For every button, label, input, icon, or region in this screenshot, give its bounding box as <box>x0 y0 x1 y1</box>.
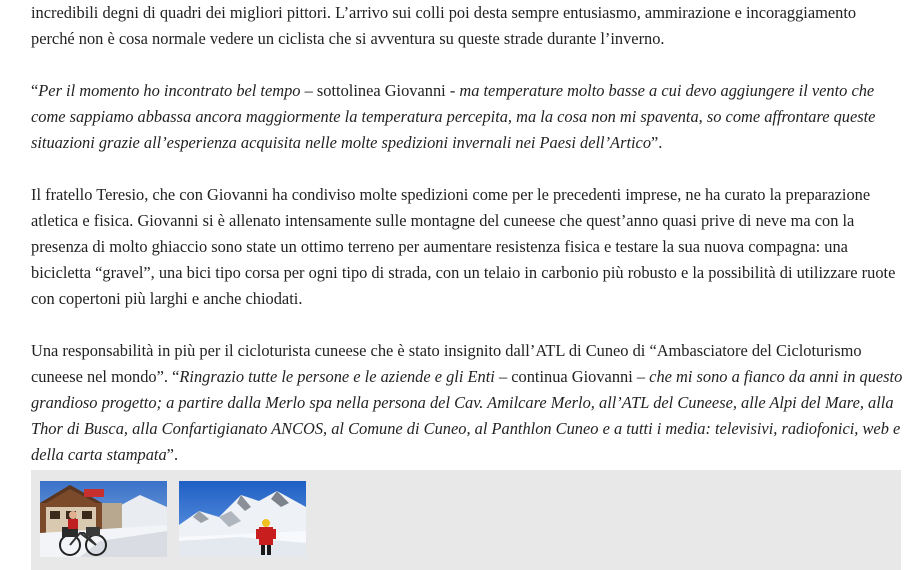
quote-close: ”. <box>651 133 663 152</box>
quote-attribution: – sottolinea Giovanni - <box>300 81 460 100</box>
quote-close-2: ”. <box>166 445 179 464</box>
photo-cyclist-mountains-image <box>179 481 306 557</box>
quote-sponsors: che mi sono a fianco da anni in questo grandioso progetto; a partire dalla Merlo spa nella persona del Cav. Amilcare Merlo, all’ATL del Cuneese, alle Alpi del Mare, alla Thor di Busca, alla Confartigianato ANCOS, al Comune di Cuneo, al Panthlon Cuneo e a tutti i media: televisivi, radiofonici, web e della carta stampata <box>31 367 903 464</box>
ambassador-text: Una responsabilità in più per il cicloturista cuneese che è stato insignito dall’ATL di Cuneo di “Ambasciatore del Cicloturismo cuneese nel mondo”. “ <box>31 341 862 386</box>
paragraph-scenery: incredibili degni di quadri dei migliori pittori. L’arrivo sui colli poi desta sempre entusiasmo, ammirazione e incoraggiamento perché non è cosa normale vedere un ciclista che si avventura su queste strade durante l’inverno. <box>31 3 857 48</box>
quote-thanks: Ringrazio tutte le persone e le aziende e gli Enti <box>179 367 495 386</box>
photo-cyclist-hut-image <box>40 481 167 557</box>
quote-open: “ <box>31 81 39 100</box>
paragraph-training: Il fratello Teresio, che con Giovanni ha condiviso molte spedizioni come per le precedenti imprese, ne ha curato la preparazione atletica e fisica. Giovanni si è allenato intensamente sulle montagne del cuneese che quest’anno quasi prive di neve ma con la presenza di molto ghiaccio sono state un ottimo terreno per aumentare resistenza fisica e testare la sua nuova compagna: una bicicletta “gravel”, una bici tipo corsa per ogni tipo di strada, con un telaio in carbonio più robusto e la possibilità di utilizzare ruote con copertoni più larghi e anche chiodati. <box>31 185 896 308</box>
gallery-thumbnail-mountains[interactable] <box>179 481 306 557</box>
photo-gallery <box>31 470 901 570</box>
quote-attribution-2: – continua Giovanni – <box>494 367 650 386</box>
quote-temperature: ma temperature molto basse a cui devo aggiungere il vento che come sappiamo abbassa ancora maggiormente la temperatura percepita, ma la cosa non mi spaventa, so come affrontare queste situazioni grazie all’esperienza acquisita nelle molte spedizioni invernali nei Paesi dell’Artico <box>31 81 876 152</box>
paragraph-thanks <box>31 338 903 468</box>
paragraph-weather-quote <box>31 78 903 156</box>
gallery-thumbnail-hut[interactable] <box>40 481 167 557</box>
quote-weather: Per il momento ho incontrato bel tempo <box>38 81 301 100</box>
article-body <box>31 0 903 494</box>
